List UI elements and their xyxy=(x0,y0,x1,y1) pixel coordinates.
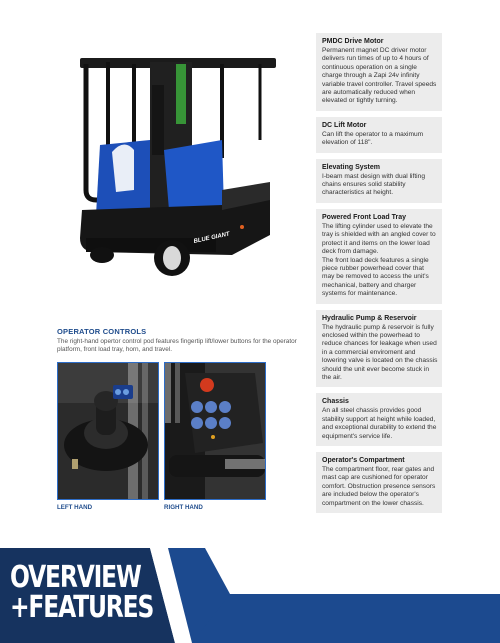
banner-line-2: +FEATURES xyxy=(10,590,154,625)
order-picker-illustration xyxy=(72,40,282,285)
feature-body: The lifting cylinder used to elevate the tray is shielded with an angled cover to protect it and items on the lower load deck from damage. The front load deck features a single piece rubber powerhead cover that may be removed to access the unit's mechanical, battery and charger systems for maintenance. xyxy=(322,222,436,298)
feature-body: The hydraulic pump & reservoir is fully enclosed within the powerhead to reduce chances for leakage when used in a commercial enviroment and lowering valve is located on the chassis should the unit ever become stuck in the air. xyxy=(322,323,438,381)
feature-body: An all steel chassis provides good stability support at height while loaded, and exceptional durability to extend the equipment's service life. xyxy=(322,407,437,440)
right-control-pod-image xyxy=(165,363,266,500)
feature-title: Operator's Compartment xyxy=(322,457,405,464)
operator-controls-description: The right-hand opertor control pod features fingertip lift/lower buttons for the operator platform, front load tray, horn, and travel. xyxy=(57,338,297,353)
feature-title: Chassis xyxy=(322,398,349,406)
left-joystick-image xyxy=(58,363,159,500)
feature-box-chassis xyxy=(316,393,442,446)
feature-body: I-beam mast design with dual lifting chains ensures solid stability characteristics at height. xyxy=(322,172,425,197)
feature-body: Permanent magnet DC driver motor delivers run times of up to 4 hours of continuous operation on a single charge through a Zapi 24v infinity variable travel controller. Travel speeds are automatically reduced when elevated or tightly turning. xyxy=(322,47,437,105)
left-hand-caption: LEFT HAND xyxy=(57,504,93,511)
feature-title: Powered Front Load Tray xyxy=(322,213,407,221)
right-hand-caption: RIGHT HAND xyxy=(164,504,203,511)
feature-box-hydraulic-pump xyxy=(316,310,442,388)
feature-body: The compartment floor, rear gates and mast cap are cushioned for operator comfort. Obstruction presence sensors are included below the operator's compartment on the lower chassis. xyxy=(322,466,436,507)
banner-line-1: OVERVIEW xyxy=(10,560,141,595)
feature-list xyxy=(316,33,442,519)
feature-box-pmdc-drive-motor xyxy=(316,33,442,111)
right-hand-control-photo xyxy=(164,362,266,500)
overview-features-title xyxy=(10,560,154,625)
feature-title: DC Lift Motor xyxy=(322,121,367,129)
operator-controls-heading: OPERATOR CONTROLS xyxy=(57,327,147,336)
feature-box-elevating-system xyxy=(316,159,442,203)
feature-title: Hydraulic Pump & Reservoir xyxy=(322,314,417,322)
feature-body: Can lift the operator to a maximum elevation of 118". xyxy=(322,130,424,147)
brand-label: BLUE GIANT xyxy=(193,231,231,245)
feature-title: Elevating System xyxy=(322,163,380,171)
feature-box-dc-lift-motor xyxy=(316,117,442,153)
feature-title: PMDC Drive Motor xyxy=(322,38,384,45)
feature-box-operators-compartment xyxy=(316,452,442,513)
feature-box-powered-front-load-tray xyxy=(316,209,442,304)
left-hand-control-photo xyxy=(57,362,159,500)
